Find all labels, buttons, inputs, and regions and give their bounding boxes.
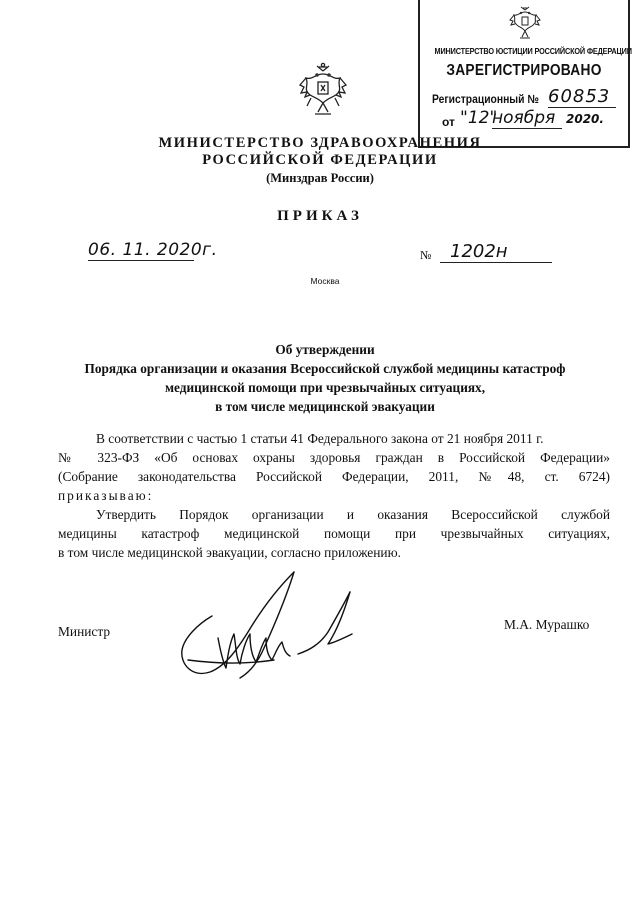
stamp-ministry-name: МИНИСТЕРСТВО ЮСТИЦИИ РОССИЙСКОЙ ФЕДЕРАЦИИ — [434, 46, 632, 56]
signatory-name: М.А. Мурашко — [504, 617, 590, 632]
ministry-name-line1: МИНИСТЕРСТВО ЗДРАВООХРАНЕНИЯ — [158, 135, 482, 151]
stamp-registered-label: ЗАРЕГИСТРИРОВАНО — [446, 62, 602, 79]
paragraph2-line1: Утвердить Порядок организации и оказания Всероссийской службой — [96, 507, 610, 522]
title-line3: медицинской помощи при чрезвычайных ситуациях, — [164, 380, 486, 395]
coat-of-arms-icon — [508, 4, 542, 42]
registration-stamp — [418, 0, 630, 148]
ministry-short-name: (Минздрав России) — [266, 171, 374, 185]
signatory-position: Министр — [58, 624, 111, 639]
paragraph2-line2: медицины катастроф медицинской помощи при чрезвычайных ситуациях, — [58, 526, 610, 541]
city: Москва — [310, 276, 340, 286]
order-date: 06. 11. 2020г. — [88, 240, 218, 260]
ministry-name-line2: РОССИЙСКОЙ ФЕДЕРАЦИИ — [202, 152, 438, 168]
order-number: 1202н — [440, 241, 552, 263]
paragraph1-line4: приказываю: — [58, 488, 154, 503]
paragraph1-line3: (Собрание законодательства Российской Федерации, 2011, №48, ст. 6724) — [58, 469, 610, 484]
stamp-reg-number-label: Регистрационный № — [432, 92, 539, 106]
paragraph1-line1: В соответствии с частью 1 статьи 41 Федерального закона от 21 ноября 2011 г. — [96, 431, 544, 446]
stamp-date-month: ноября — [492, 108, 562, 129]
title-line1: Об утверждении — [275, 342, 375, 357]
ministry-name — [130, 135, 510, 169]
coat-of-arms-icon — [297, 62, 349, 120]
stamp-date-day: "12" — [460, 108, 498, 128]
order-number-label: № — [420, 248, 432, 262]
stamp-date-year: 2020. — [566, 112, 604, 126]
document-type: ПРИКАЗ — [277, 208, 363, 224]
paragraph1-line2: № 323-ФЗ «Об основах охраны здоровья граждан в Российской Федерации» — [58, 450, 610, 465]
title-line2: Порядка организации и оказания Всероссийской службой медицины катастроф — [84, 361, 566, 376]
paragraph2-line3: в том числе медицинской эвакуации, согласно приложению. — [58, 545, 401, 560]
handwritten-signature — [178, 568, 378, 698]
stamp-reg-number: 60853 — [548, 86, 616, 108]
stamp-date-prefix: от — [442, 115, 455, 129]
title-line4: в том числе медицинской эвакуации — [215, 399, 435, 414]
